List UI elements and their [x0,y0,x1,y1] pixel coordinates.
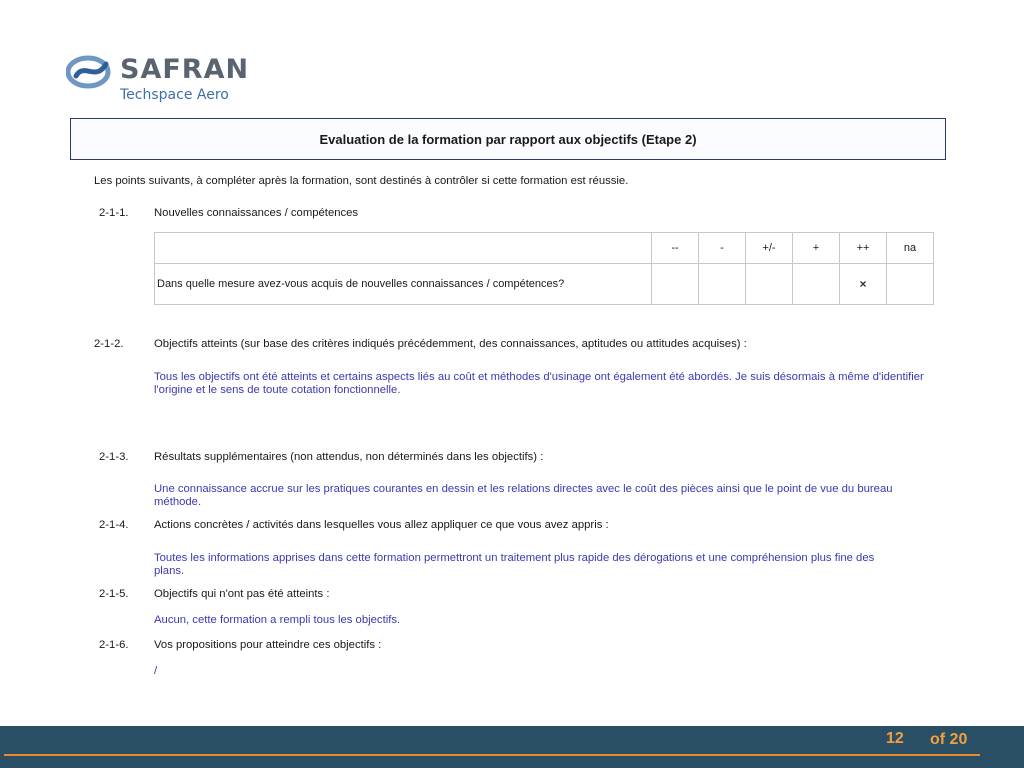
evaluation-table [154,232,934,305]
section-heading: Objectifs atteints (sur base des critères indiqués précédemment, des connaissances, aptitudes ou attitudes acquises) : [154,338,747,350]
section-number: 2-1-3. [99,451,129,463]
rating-cell[interactable] [699,264,746,305]
footer-divider [4,754,980,756]
section-number: 2-1-6. [99,639,129,651]
table-header-cell: -- [652,233,699,264]
table-header-cell: + [793,233,840,264]
safran-swoosh-icon [66,52,114,92]
footer-bar [0,726,1024,768]
page-title: Evaluation de la formation par rapport aux objectifs (Etape 2) [70,118,946,160]
table-header-cell: +/- [746,233,793,264]
section-answer: / [154,665,158,677]
rating-cell[interactable] [887,264,934,305]
section-heading: Nouvelles connaissances / compétences [154,207,359,219]
section-heading: Vos propositions pour atteindre ces objectifs : [154,639,382,651]
section-number: 2-1-4. [99,519,129,531]
section-number: 2-1-2. [94,338,124,350]
table-row [155,264,934,305]
rating-cell-checked[interactable]: × [840,264,887,305]
rating-cell[interactable] [793,264,840,305]
section-heading: Actions concrètes / activités dans lesquelles vous allez appliquer ce que vous avez appris : [154,519,609,531]
rating-cell[interactable] [746,264,793,305]
logo-wordmark: SAFRAN [120,54,250,85]
section-number: 2-1-5. [99,588,129,600]
safran-logo [66,52,296,104]
table-header-cell: na [887,233,934,264]
section-heading: Objectifs qui n'ont pas été atteints : [154,588,330,600]
logo-subtitle: Techspace Aero [120,87,229,103]
page-total: of 20 [930,731,968,748]
rating-cell[interactable] [652,264,699,305]
table-header-blank [155,233,652,264]
intro-text: Les points suivants, à compléter après la formation, sont destinés à contrôler si cette formation est réussie. [94,175,629,187]
table-header-cell: - [699,233,746,264]
table-header-row [155,233,934,264]
section-answer: Toutes les informations apprises dans cette formation permettront un traitement plus rapide des dérogations et une compréhension plus fine des plans. [154,552,875,577]
page-number: 12 [886,730,904,747]
table-question: Dans quelle mesure avez-vous acquis de nouvelles connaissances / compétences? [155,264,652,305]
section-answer: Aucun, cette formation a rempli tous les objectifs. [154,614,401,626]
section-number: 2-1-1. [99,207,129,219]
table-header-cell: ++ [840,233,887,264]
section-heading: Résultats supplémentaires (non attendus, non déterminés dans les objectifs) : [154,451,544,463]
section-answer: Tous les objectifs ont été atteints et certains aspects liés au coût et méthodes d'usinage ont également été abordés. Je suis désormais à même d'identifier l'origine et le sens de toute cotation fonctionnelle. [154,371,924,396]
section-answer: Une connaissance accrue sur les pratiques courantes en dessin et les relations directes avec le coût des pièces ainsi que le point de vue du bureau méthode. [154,483,893,508]
